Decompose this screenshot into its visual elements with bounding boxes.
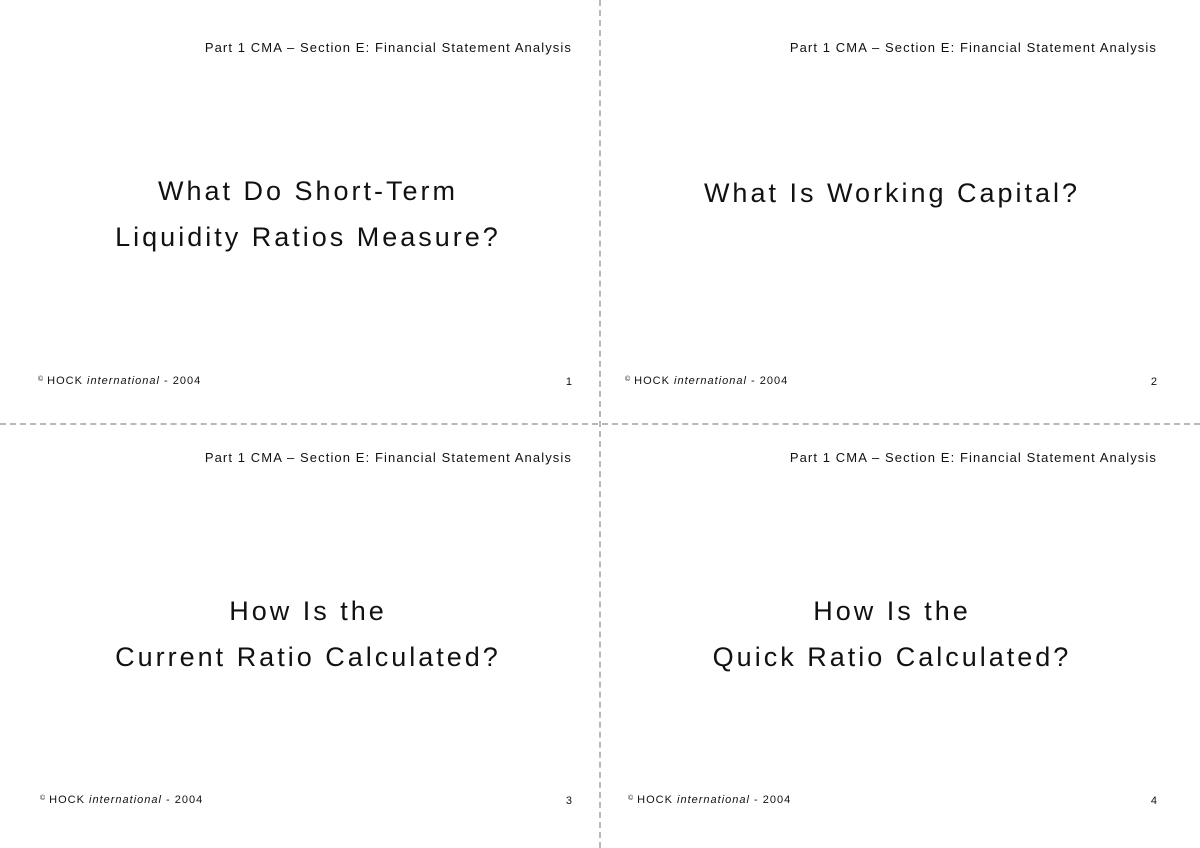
page-number: 3 <box>565 795 572 807</box>
footer-international: international <box>87 375 160 387</box>
footer-year: - 2004 <box>166 794 204 806</box>
copyright-symbol: © <box>40 795 47 802</box>
slide-footer <box>625 375 788 387</box>
page-number: 2 <box>1150 376 1157 388</box>
slide-header: Part 1 CMA – Section E: Financial Statement Analysis <box>789 450 1157 465</box>
footer-year: - 2004 <box>751 375 789 387</box>
footer-international: international <box>674 375 747 387</box>
slide-header: Part 1 CMA – Section E: Financial Statement Analysis <box>789 40 1157 55</box>
footer-year: - 2004 <box>754 794 792 806</box>
slide-card-4 <box>600 424 1200 848</box>
slide-card-1 <box>0 0 600 424</box>
footer-org: HOCK <box>637 794 673 806</box>
footer-year: - 2004 <box>164 375 202 387</box>
question-line-2: Current Ratio Calculated? <box>115 642 501 672</box>
slide-question <box>592 588 1192 680</box>
footer-international: international <box>677 794 750 806</box>
question-line-1: How Is the <box>813 596 971 626</box>
copyright-symbol: © <box>38 376 45 383</box>
footer-international: international <box>89 794 162 806</box>
slide-question <box>8 588 608 680</box>
question-line-1: How Is the <box>229 596 387 626</box>
slide-footer <box>38 375 201 387</box>
footer-org: HOCK <box>634 375 670 387</box>
slide-header: Part 1 CMA – Section E: Financial Statement Analysis <box>204 40 572 55</box>
slide-footer <box>628 794 791 806</box>
page-number: 1 <box>565 376 572 388</box>
question-line-2: Liquidity Ratios Measure? <box>115 222 501 252</box>
slide-question <box>8 168 608 260</box>
slide-card-2 <box>600 0 1200 424</box>
question-line-2: Quick Ratio Calculated? <box>712 642 1072 672</box>
page-number: 4 <box>1150 795 1157 807</box>
question-line-1: What Is Working Capital? <box>703 178 1081 208</box>
question-line-1: What Do Short-Term <box>157 176 459 206</box>
slide-footer <box>40 794 203 806</box>
copyright-symbol: © <box>625 376 632 383</box>
footer-org: HOCK <box>47 375 83 387</box>
copyright-symbol: © <box>628 795 635 802</box>
footer-org: HOCK <box>49 794 85 806</box>
slide-header: Part 1 CMA – Section E: Financial Statement Analysis <box>204 450 572 465</box>
slide-question <box>592 170 1192 216</box>
slide-card-3 <box>0 424 600 848</box>
